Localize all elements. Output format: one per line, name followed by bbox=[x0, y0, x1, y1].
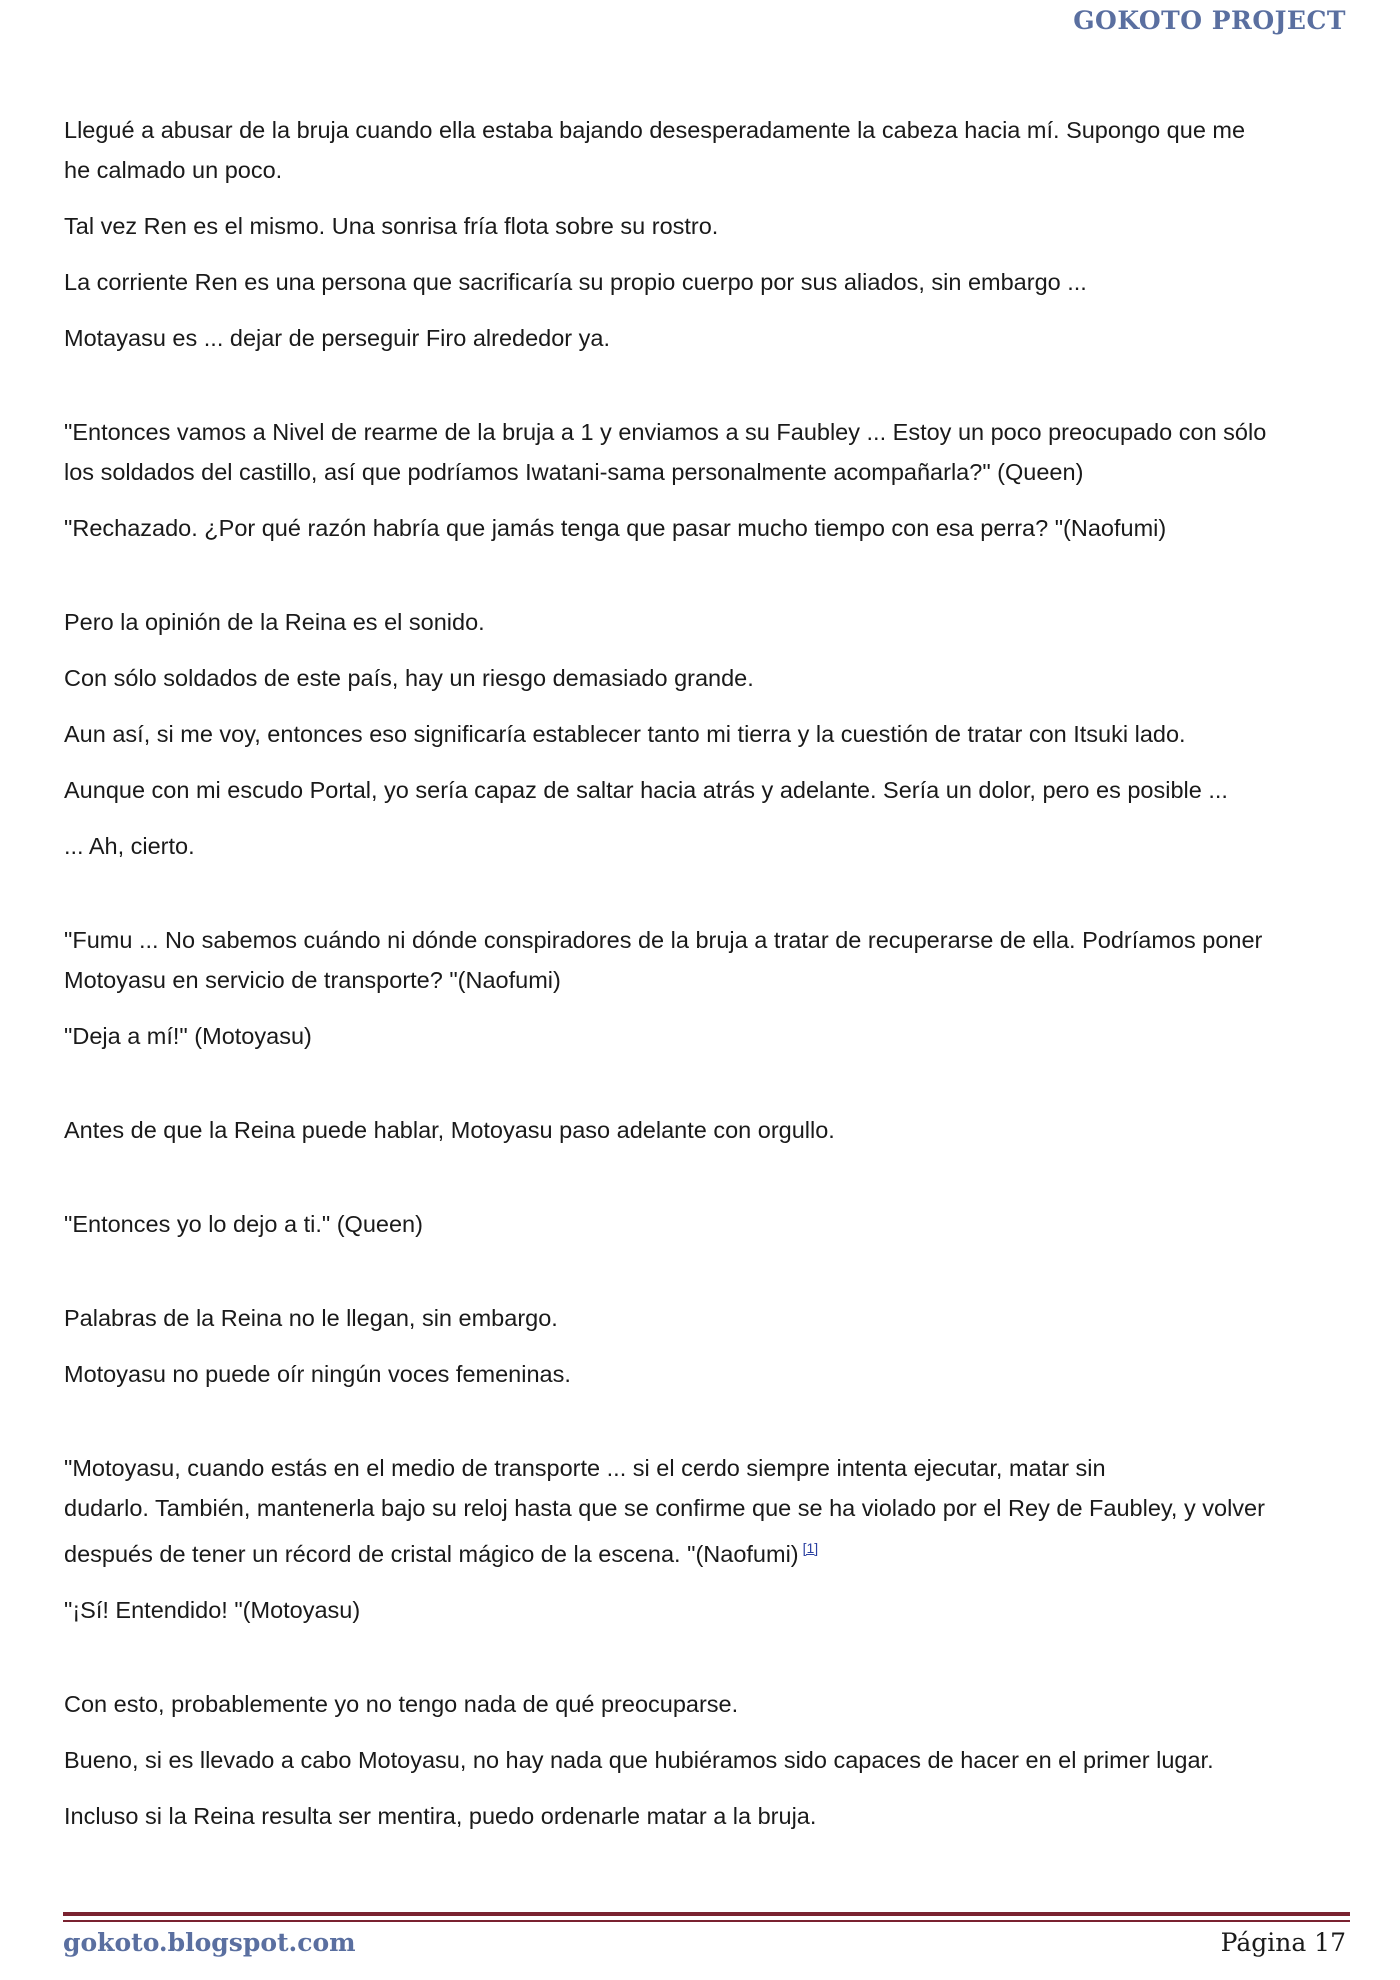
footnote-link[interactable]: [1] bbox=[802, 1540, 819, 1556]
paragraph: Bueno, si es llevado a cabo Motoyasu, no hay nada que hubiéramos sido capaces de hacer en el primer lugar. bbox=[64, 1746, 1214, 1773]
paragraph-text: "Motoyasu, cuando estás en el medio de transporte ... si el cerdo siempre intenta ejecutar, matar sin dudarlo. También, mantenerla bajo su reloj hasta que se confirme que se ha violado por el Rey de Faubley, y volver después de tener un récord de cristal mágico de la escena. "(Naofumi) bbox=[64, 1455, 1265, 1567]
paragraph-with-footnote bbox=[64, 1448, 1349, 1574]
footer-site-link[interactable]: gokoto.blogspot.com bbox=[63, 1928, 356, 1957]
page-number: Página 17 bbox=[1220, 1928, 1346, 1957]
paragraph: "Entonces yo lo dejo a ti." (Queen) bbox=[64, 1211, 423, 1237]
paragraph: Antes de que la Reina puede hablar, Motoyasu paso adelante con orgullo. bbox=[64, 1117, 835, 1143]
paragraph: "Deja a mí!" (Motoyasu) bbox=[64, 1023, 312, 1049]
header-brand: GOKOTO PROJECT bbox=[1073, 6, 1346, 35]
paragraph: "Fumu ... No sabemos cuándo ni dónde conspiradores de la bruja a tratar de recuperarse de ella. Podríamos poner Motoyasu en servicio de transporte? "(Naofumi) bbox=[64, 927, 1263, 993]
paragraph: ... Ah, cierto. bbox=[64, 833, 195, 859]
paragraph: Aun así, si me voy, entonces eso significaría establecer tanto mi tierra y la cuestión de tratar con Itsuki lado. bbox=[64, 721, 1186, 747]
paragraph: Palabras de la Reina no le llegan, sin embargo. bbox=[64, 1305, 558, 1331]
paragraph: Con sólo soldados de este país, hay un riesgo demasiado grande. bbox=[64, 665, 754, 691]
paragraph: Motayasu es ... dejar de perseguir Firo alrededor ya. bbox=[64, 325, 610, 351]
footer-divider-thin bbox=[63, 1920, 1350, 1922]
paragraph: La corriente Ren es una persona que sacrificaría su propio cuerpo por sus aliados, sin embargo ... bbox=[64, 269, 1087, 295]
paragraph: "Rechazado. ¿Por qué razón habría que jamás tenga que pasar mucho tiempo con esa perra? "(Naofumi) bbox=[64, 515, 1167, 541]
footer-divider bbox=[63, 1912, 1350, 1916]
paragraph: Tal vez Ren es el mismo. Una sonrisa fría flota sobre su rostro. bbox=[64, 213, 719, 239]
paragraph: "Entonces vamos a Nivel de rearme de la bruja a 1 y enviamos a su Faubley ... Estoy un poco preocupado con sólo los soldados del castillo, así que podríamos Iwatani-sama personalmente acompañarla?" (Queen) bbox=[64, 419, 1267, 485]
paragraph: Incluso si la Reina resulta ser mentira, puedo ordenarle matar a la bruja. bbox=[64, 1802, 817, 1829]
paragraph: Motoyasu no puede oír ningún voces femeninas. bbox=[64, 1361, 571, 1387]
paragraph: Llegué a abusar de la bruja cuando ella estaba bajando desesperadamente la cabeza hacia mí. Supongo que me he calmado un poco. bbox=[64, 117, 1246, 183]
paragraph: Pero la opinión de la Reina es el sonido. bbox=[64, 609, 485, 635]
paragraph: Aunque con mi escudo Portal, yo sería capaz de saltar hacia atrás y adelante. Sería un dolor, pero es posible ... bbox=[64, 777, 1228, 803]
document-body bbox=[64, 110, 1349, 1852]
paragraph: Con esto, probablemente yo no tengo nada de qué preocuparse. bbox=[64, 1690, 739, 1717]
paragraph: "¡Sí! Entendido! "(Motoyasu) bbox=[64, 1596, 361, 1623]
